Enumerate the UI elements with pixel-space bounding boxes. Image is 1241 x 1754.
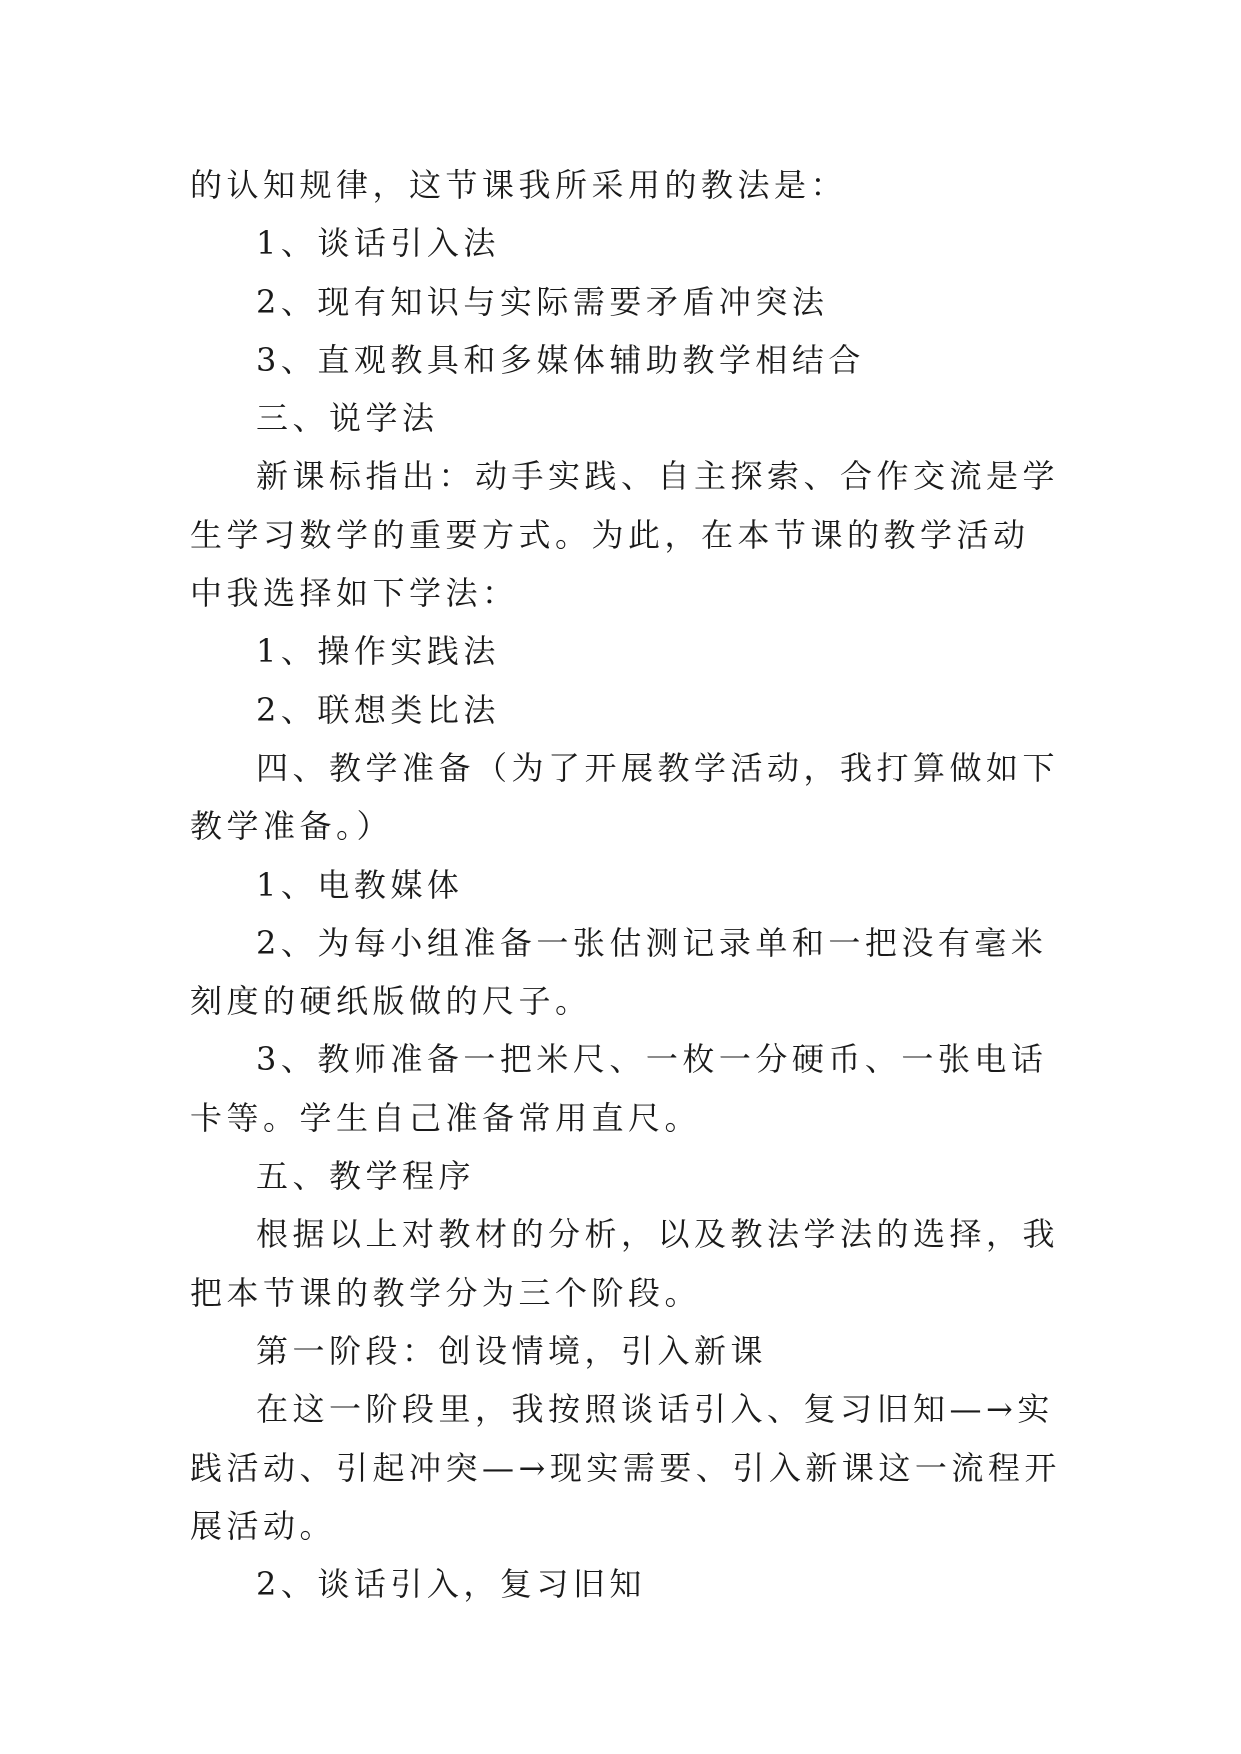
section-heading-learning-methods: 三、说学法	[256, 399, 439, 438]
paragraph-continuation: 的认知规律，这节课我所采用的教法是：	[190, 166, 848, 204]
paragraph-curriculum-standard: 新课标指出：动手实践、自主探索、合作交流是学生学习数学的重要方式。为此，在本节课的教学活动中我选择如下学法：	[190, 457, 1060, 613]
list-item-prep-2: 2、为每小组准备一张估测记录单和一把没有毫米刻度的硬纸版做的尺子。	[190, 923, 1048, 1021]
list-item-method-3: 3、直观教具和多媒体辅助教学相结合	[256, 340, 865, 379]
sub-heading-review: 2、谈话引入，复习旧知	[256, 1565, 646, 1604]
list-item-prep-1: 1、电教媒体	[256, 865, 464, 904]
list-item-prep-3: 3、教师准备一把米尺、一枚一分硬币、一张电话卡等。学生自己准备常用直尺。	[190, 1040, 1048, 1137]
list-item-method-2: 2、现有知识与实际需要矛盾冲突法	[256, 282, 829, 321]
list-item-method-1: 1、谈话引入法	[256, 224, 500, 263]
section-heading-preparation: 四、教学准备（为了开展教学活动，我打算做如下教学准备。）	[190, 748, 1060, 846]
list-item-learning-2: 2、联想类比法	[256, 690, 500, 729]
document-body	[190, 156, 1065, 1613]
list-item-learning-1: 1、操作实践法	[256, 632, 500, 671]
paragraph-procedure-intro: 根据以上对教材的分析，以及教法学法的选择，我把本节课的教学分为三个阶段。	[190, 1215, 1060, 1312]
section-heading-procedure: 五、教学程序	[256, 1157, 476, 1196]
paragraph-stage-1: 在这一阶段里，我按照谈话引入、复习旧知—→实践活动、引起冲突—→现实需要、引入新课这一流程开展活动。	[190, 1390, 1061, 1545]
stage-heading-1: 第一阶段：创设情境，引入新课	[256, 1331, 768, 1370]
